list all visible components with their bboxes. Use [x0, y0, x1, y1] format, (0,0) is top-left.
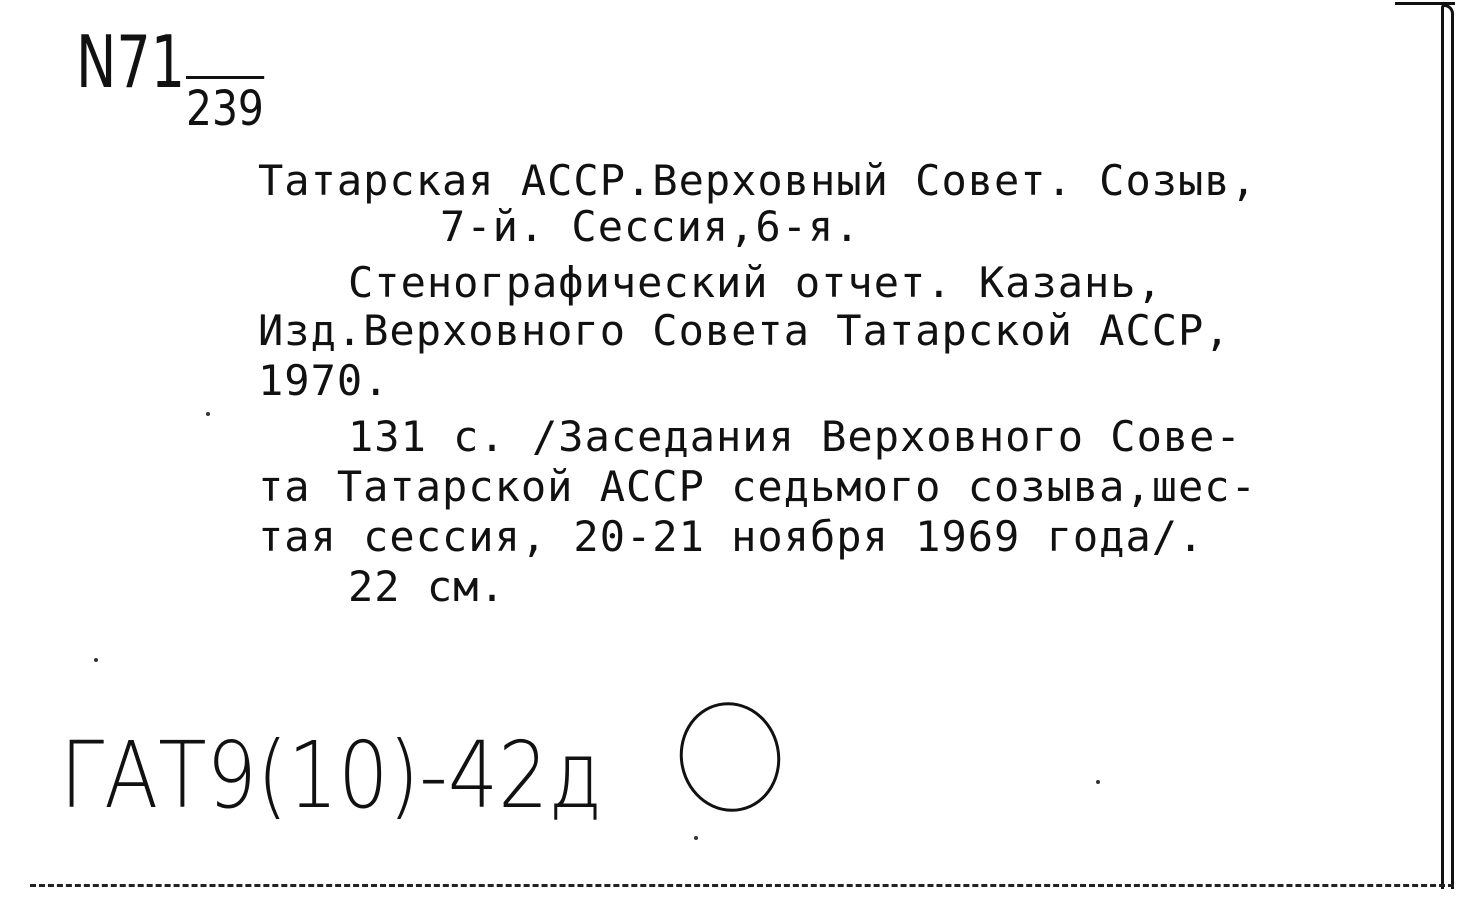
archive-code: ГАТ9(10)-42д [60, 722, 603, 829]
description-line-3: тая сессия, 20-21 ноября 1969 года/. [258, 512, 1205, 561]
call-number-sub: 239 [186, 76, 264, 137]
speck [1096, 780, 1100, 784]
title-line-3: 1970. [258, 356, 390, 405]
description-line-1: 131 с. /Заседания Верховного Сове- [348, 412, 1242, 461]
card-right-border [1441, 4, 1454, 889]
size-line: 22 см. [348, 562, 506, 611]
speck [94, 658, 98, 662]
heading-line-2: 7-й. Сессия,6-я. [440, 202, 861, 251]
punch-hole-mark [670, 693, 791, 821]
call-number-main: N71 [76, 20, 186, 104]
speck [694, 836, 698, 840]
description-line-2: та Татарской АССР седьмого созыва,шес- [258, 462, 1257, 511]
card-top-edge [1395, 2, 1455, 5]
card-bottom-edge [30, 884, 1454, 887]
title-line-2: Изд.Верховного Совета Татарской АССР, [258, 306, 1231, 355]
heading-line-1: Татарская АССР.Верховный Совет. Созыв, [258, 156, 1257, 205]
title-line-1: Стенографический отчет. Казань, [348, 258, 1163, 307]
speck [206, 412, 210, 416]
